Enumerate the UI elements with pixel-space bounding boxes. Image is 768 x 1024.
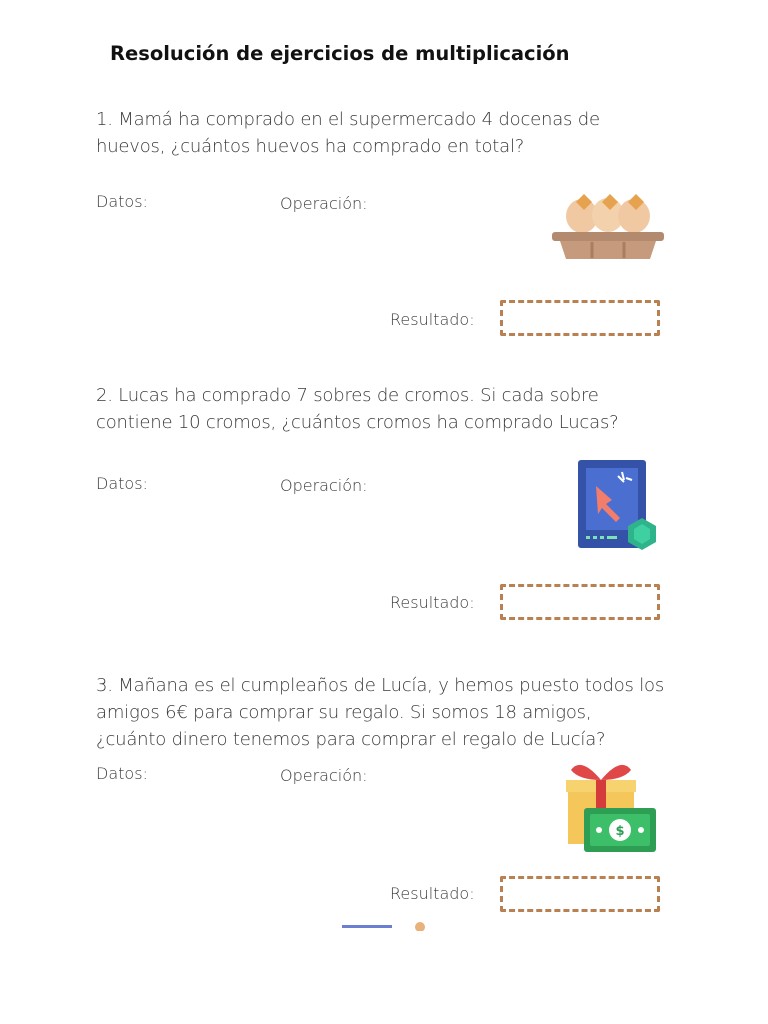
result-box-2[interactable] [500, 584, 660, 620]
question-2-text: 2. Lucas ha comprado 7 sobres de cromos. Si cada sobre contiene 10 cromos, ¿cuántos cromos ha comprado Lucas? [96, 385, 619, 433]
gift-and-money-icon [562, 756, 658, 860]
question-1-text: 1. Mamá ha comprado en el supermercado 4 docenas de huevos, ¿cuántos huevos ha comprado en total? [96, 109, 600, 157]
datos-label-3: Datos: [96, 764, 148, 783]
operacion-label-2: Operación: [280, 476, 368, 495]
result-box-1[interactable] [500, 300, 660, 336]
resultado-label-3: Resultado: [390, 884, 475, 903]
page-title: Resolución de ejercicios de multiplicación [110, 42, 570, 65]
question-3-text: 3. Mañana es el cumpleaños de Lucía, y hemos puesto todos los amigos 6€ para comprar su regalo. Si somos 18 amigos, ¿cuánto dinero tenemos para comprar el regalo de Lucía? [96, 675, 665, 750]
datos-label-2: Datos: [96, 474, 148, 493]
operacion-label-3: Operación: [280, 766, 368, 785]
result-box-3[interactable] [500, 876, 660, 912]
operacion-label-1: Operación: [280, 194, 368, 213]
svg-text:$: $ [615, 824, 625, 839]
cropped-footer-logo [342, 916, 432, 926]
datos-label-1: Datos: [96, 192, 148, 211]
trading-card-pack-icon [576, 458, 658, 556]
resultado-label-2: Resultado: [390, 593, 475, 612]
egg-carton-icon [552, 192, 664, 266]
resultado-label-1: Resultado: [390, 310, 475, 329]
